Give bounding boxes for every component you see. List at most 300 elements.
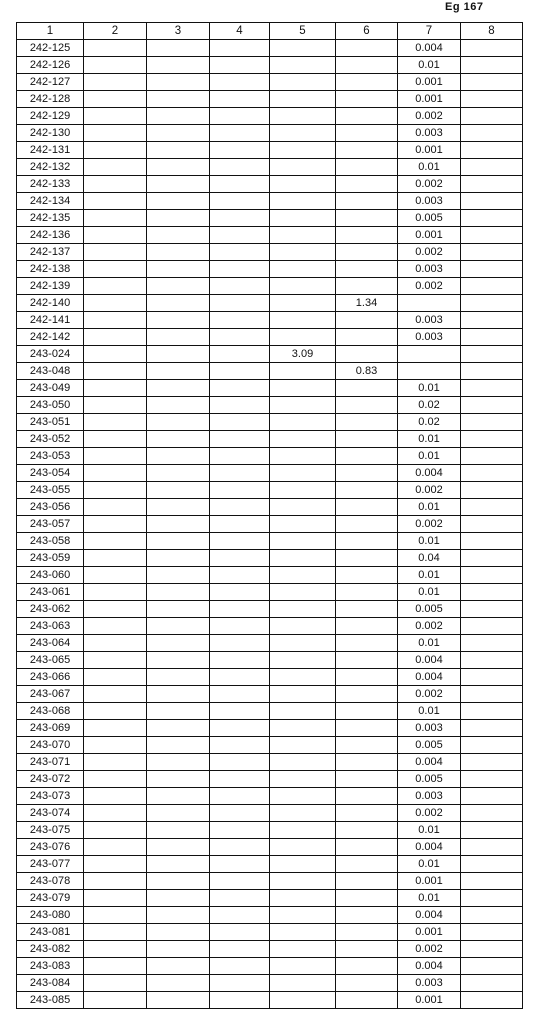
table-cell [84, 805, 147, 822]
table-cell [461, 669, 523, 686]
table-cell [84, 516, 147, 533]
sample-id-cell: 243-064 [17, 635, 84, 652]
table-cell [461, 499, 523, 516]
table-cell [270, 448, 336, 465]
table-cell [461, 278, 523, 295]
table-cell [210, 193, 270, 210]
table-cell: 0.003 [398, 125, 461, 142]
sample-id-cell: 242-135 [17, 210, 84, 227]
table-row [17, 482, 523, 499]
table-cell [270, 431, 336, 448]
table-cell [84, 703, 147, 720]
sample-id-cell: 242-126 [17, 57, 84, 74]
table-cell [336, 74, 398, 91]
table-cell [270, 159, 336, 176]
table-cell: 0.02 [398, 397, 461, 414]
table-cell [147, 176, 210, 193]
table-cell [84, 193, 147, 210]
table-cell [210, 499, 270, 516]
table-cell [210, 992, 270, 1009]
table-cell [84, 278, 147, 295]
table-cell [336, 941, 398, 958]
sample-id-cell: 243-074 [17, 805, 84, 822]
table-row [17, 74, 523, 91]
table-cell [270, 703, 336, 720]
table-cell: 0.003 [398, 975, 461, 992]
table-cell [461, 992, 523, 1009]
table-cell [210, 788, 270, 805]
table-cell: 0.002 [398, 516, 461, 533]
table-row [17, 822, 523, 839]
sample-id-cell: 243-050 [17, 397, 84, 414]
table-cell [336, 703, 398, 720]
table-cell [147, 261, 210, 278]
table-cell: 0.005 [398, 737, 461, 754]
sample-id-cell: 242-131 [17, 142, 84, 159]
sample-id-cell: 243-072 [17, 771, 84, 788]
table-cell [461, 142, 523, 159]
table-cell: 0.004 [398, 907, 461, 924]
table-cell [84, 210, 147, 227]
table-cell [270, 516, 336, 533]
table-cell [336, 584, 398, 601]
table-cell [84, 584, 147, 601]
sample-id-cell: 243-054 [17, 465, 84, 482]
sample-id-cell: 243-069 [17, 720, 84, 737]
table-cell [461, 754, 523, 771]
table-cell: 0.004 [398, 754, 461, 771]
table-cell [84, 873, 147, 890]
table-cell: 0.01 [398, 567, 461, 584]
table-cell [461, 346, 523, 363]
table-cell [461, 822, 523, 839]
table-cell [461, 244, 523, 261]
table-row [17, 788, 523, 805]
table-cell [461, 159, 523, 176]
table-row [17, 465, 523, 482]
table-cell [210, 754, 270, 771]
table-cell [336, 805, 398, 822]
table-cell [84, 720, 147, 737]
table-cell [147, 159, 210, 176]
table-row [17, 601, 523, 618]
table-cell [147, 805, 210, 822]
table-row [17, 516, 523, 533]
table-cell [84, 822, 147, 839]
table-cell [270, 74, 336, 91]
table-cell [147, 907, 210, 924]
table-cell [147, 448, 210, 465]
table-row [17, 57, 523, 74]
table-cell [461, 295, 523, 312]
table-cell [270, 805, 336, 822]
table-cell [270, 856, 336, 873]
table-cell [84, 788, 147, 805]
table-cell [270, 822, 336, 839]
table-cell [147, 873, 210, 890]
table-cell: 0.003 [398, 193, 461, 210]
table-cell [210, 431, 270, 448]
table-cell [270, 754, 336, 771]
table-cell [210, 686, 270, 703]
table-row [17, 125, 523, 142]
table-cell [210, 635, 270, 652]
table-cell [84, 669, 147, 686]
sample-id-cell: 243-083 [17, 958, 84, 975]
table-cell [210, 91, 270, 108]
table-cell [147, 91, 210, 108]
table-cell [210, 703, 270, 720]
table-cell [270, 601, 336, 618]
table-row [17, 448, 523, 465]
table-cell [270, 771, 336, 788]
table-cell [461, 550, 523, 567]
table-cell [84, 125, 147, 142]
table-cell [461, 312, 523, 329]
sample-id-cell: 243-081 [17, 924, 84, 941]
table-cell [461, 584, 523, 601]
table-cell [336, 890, 398, 907]
sample-id-cell: 243-055 [17, 482, 84, 499]
sample-id-cell: 243-048 [17, 363, 84, 380]
table-cell [270, 91, 336, 108]
table-cell [147, 482, 210, 499]
table-cell [336, 618, 398, 635]
table-cell [270, 499, 336, 516]
table-row [17, 652, 523, 669]
table-cell [461, 363, 523, 380]
table-cell [147, 142, 210, 159]
table-cell [461, 635, 523, 652]
table-row [17, 329, 523, 346]
table-cell [270, 686, 336, 703]
table-cell [147, 839, 210, 856]
sample-id-cell: 243-051 [17, 414, 84, 431]
table-row [17, 295, 523, 312]
table-cell [147, 652, 210, 669]
table-cell: 0.01 [398, 380, 461, 397]
table-cell [84, 142, 147, 159]
table-cell [84, 907, 147, 924]
table-cell [270, 278, 336, 295]
sample-id-cell: 243-049 [17, 380, 84, 397]
table-cell [270, 40, 336, 57]
table-cell [461, 533, 523, 550]
table-cell [336, 822, 398, 839]
table-cell [461, 227, 523, 244]
data-table [16, 22, 523, 1009]
sample-id-cell: 243-061 [17, 584, 84, 601]
sample-id-cell: 243-052 [17, 431, 84, 448]
page-number: Eg 167 [445, 1, 484, 13]
table-cell [336, 380, 398, 397]
table-cell [147, 822, 210, 839]
table-cell: 0.002 [398, 805, 461, 822]
table-cell [84, 499, 147, 516]
sample-id-cell: 242-127 [17, 74, 84, 91]
table-cell [461, 431, 523, 448]
table-cell [210, 975, 270, 992]
sample-id-cell: 243-082 [17, 941, 84, 958]
table-cell [270, 567, 336, 584]
table-cell [461, 261, 523, 278]
table-cell [210, 261, 270, 278]
table-cell [84, 40, 147, 57]
table-cell [461, 91, 523, 108]
table-cell [210, 108, 270, 125]
table-cell: 3.09 [270, 346, 336, 363]
table-cell [270, 210, 336, 227]
table-row [17, 380, 523, 397]
table-cell [336, 448, 398, 465]
table-cell [270, 482, 336, 499]
table-cell [336, 125, 398, 142]
table-cell [84, 397, 147, 414]
table-cell [461, 329, 523, 346]
table-cell: 0.001 [398, 873, 461, 890]
table-cell: 0.005 [398, 771, 461, 788]
table-row [17, 839, 523, 856]
table-cell [147, 737, 210, 754]
table-cell [336, 958, 398, 975]
table-cell: 0.002 [398, 686, 461, 703]
table-cell [336, 346, 398, 363]
table-row [17, 567, 523, 584]
column-header: 4 [210, 23, 270, 40]
table-cell [461, 125, 523, 142]
table-cell: 0.001 [398, 924, 461, 941]
table-cell: 0.01 [398, 856, 461, 873]
table-cell [336, 771, 398, 788]
table-cell [270, 720, 336, 737]
table-cell [461, 839, 523, 856]
table-cell [84, 414, 147, 431]
sample-id-cell: 243-024 [17, 346, 84, 363]
table-cell [210, 669, 270, 686]
table-cell [336, 975, 398, 992]
table-cell: 0.002 [398, 941, 461, 958]
sample-id-cell: 243-071 [17, 754, 84, 771]
sample-id-cell: 243-057 [17, 516, 84, 533]
table-cell [270, 941, 336, 958]
table-cell: 0.003 [398, 312, 461, 329]
table-cell [336, 40, 398, 57]
table-row [17, 754, 523, 771]
sample-id-cell: 243-065 [17, 652, 84, 669]
table-cell [398, 346, 461, 363]
table-cell [210, 805, 270, 822]
table-cell [210, 244, 270, 261]
table-cell [270, 533, 336, 550]
table-row [17, 856, 523, 873]
table-cell [336, 635, 398, 652]
table-row [17, 159, 523, 176]
table-cell [461, 686, 523, 703]
table-cell [270, 907, 336, 924]
table-cell [84, 975, 147, 992]
table-cell [84, 312, 147, 329]
table-cell: 0.01 [398, 822, 461, 839]
table-cell [147, 329, 210, 346]
sample-id-cell: 242-134 [17, 193, 84, 210]
table-cell [84, 261, 147, 278]
header-row [17, 23, 523, 40]
table-cell [210, 278, 270, 295]
table-cell [147, 924, 210, 941]
table-cell [336, 669, 398, 686]
table-cell [398, 295, 461, 312]
table-cell [210, 856, 270, 873]
table-cell [147, 601, 210, 618]
sample-id-cell: 243-070 [17, 737, 84, 754]
table-cell [210, 567, 270, 584]
table-row [17, 431, 523, 448]
table-cell [84, 380, 147, 397]
table-cell [461, 516, 523, 533]
table-cell: 0.01 [398, 584, 461, 601]
table-cell [84, 737, 147, 754]
table-cell [147, 703, 210, 720]
table-cell [84, 431, 147, 448]
table-cell [270, 295, 336, 312]
table-row [17, 278, 523, 295]
sample-id-cell: 242-136 [17, 227, 84, 244]
table-cell: 0.02 [398, 414, 461, 431]
table-cell [147, 125, 210, 142]
table-cell [336, 499, 398, 516]
table-cell [147, 584, 210, 601]
table-cell [270, 312, 336, 329]
table-cell [461, 448, 523, 465]
table-row [17, 312, 523, 329]
table-cell [84, 771, 147, 788]
table-cell [147, 74, 210, 91]
column-header: 5 [270, 23, 336, 40]
table-cell [84, 448, 147, 465]
table-cell [336, 278, 398, 295]
table-cell [461, 652, 523, 669]
table-cell [270, 635, 336, 652]
table-cell [336, 754, 398, 771]
table-cell [147, 499, 210, 516]
table-cell: 0.01 [398, 703, 461, 720]
table-cell: 0.003 [398, 720, 461, 737]
table-cell [210, 448, 270, 465]
table-row [17, 958, 523, 975]
table-cell [461, 907, 523, 924]
table-cell [84, 890, 147, 907]
table-cell [336, 142, 398, 159]
table-cell [336, 312, 398, 329]
table-cell [336, 91, 398, 108]
table-row [17, 91, 523, 108]
table-cell [270, 839, 336, 856]
table-row [17, 941, 523, 958]
table-cell [84, 91, 147, 108]
table-cell [210, 397, 270, 414]
table-row [17, 975, 523, 992]
sample-id-cell: 243-066 [17, 669, 84, 686]
table-cell [147, 108, 210, 125]
table-cell [270, 550, 336, 567]
column-header: 8 [461, 23, 523, 40]
table-row [17, 346, 523, 363]
table-cell [210, 618, 270, 635]
table-cell [270, 125, 336, 142]
sample-id-cell: 242-138 [17, 261, 84, 278]
table-cell [336, 567, 398, 584]
table-cell [84, 754, 147, 771]
table-row [17, 635, 523, 652]
table-cell: 0.004 [398, 40, 461, 57]
table-cell [270, 788, 336, 805]
table-cell [398, 363, 461, 380]
table-cell [147, 788, 210, 805]
column-header: 7 [398, 23, 461, 40]
table-cell [270, 397, 336, 414]
table-cell [461, 176, 523, 193]
table-cell [336, 176, 398, 193]
sample-id-cell: 242-128 [17, 91, 84, 108]
table-cell [84, 176, 147, 193]
table-cell [84, 550, 147, 567]
sample-id-cell: 243-075 [17, 822, 84, 839]
sample-id-cell: 243-077 [17, 856, 84, 873]
sample-id-cell: 243-079 [17, 890, 84, 907]
table-row [17, 992, 523, 1009]
table-cell: 0.005 [398, 601, 461, 618]
table-cell: 0.001 [398, 91, 461, 108]
sample-id-cell: 243-056 [17, 499, 84, 516]
table-cell [147, 975, 210, 992]
table-cell [147, 295, 210, 312]
table-cell [210, 924, 270, 941]
sample-id-cell: 242-129 [17, 108, 84, 125]
table-cell [461, 975, 523, 992]
table-cell [270, 261, 336, 278]
sample-id-cell: 242-140 [17, 295, 84, 312]
table-cell [147, 941, 210, 958]
table-cell [84, 465, 147, 482]
table-cell [270, 924, 336, 941]
table-row [17, 261, 523, 278]
table-cell [270, 465, 336, 482]
table-cell: 0.003 [398, 329, 461, 346]
table-row [17, 924, 523, 941]
table-cell [84, 618, 147, 635]
table-cell [210, 516, 270, 533]
table-cell [147, 686, 210, 703]
table-cell [270, 57, 336, 74]
table-cell [461, 40, 523, 57]
table-cell [336, 108, 398, 125]
sample-id-cell: 243-068 [17, 703, 84, 720]
table-cell [336, 856, 398, 873]
column-header: 3 [147, 23, 210, 40]
table-cell [336, 907, 398, 924]
sample-id-cell: 242-132 [17, 159, 84, 176]
table-cell [210, 720, 270, 737]
table-cell [336, 159, 398, 176]
table-cell [147, 890, 210, 907]
table-cell [270, 363, 336, 380]
table-cell [147, 856, 210, 873]
table-cell [270, 618, 336, 635]
sample-id-cell: 242-133 [17, 176, 84, 193]
table-cell [210, 142, 270, 159]
table-cell [147, 992, 210, 1009]
table-cell [84, 635, 147, 652]
